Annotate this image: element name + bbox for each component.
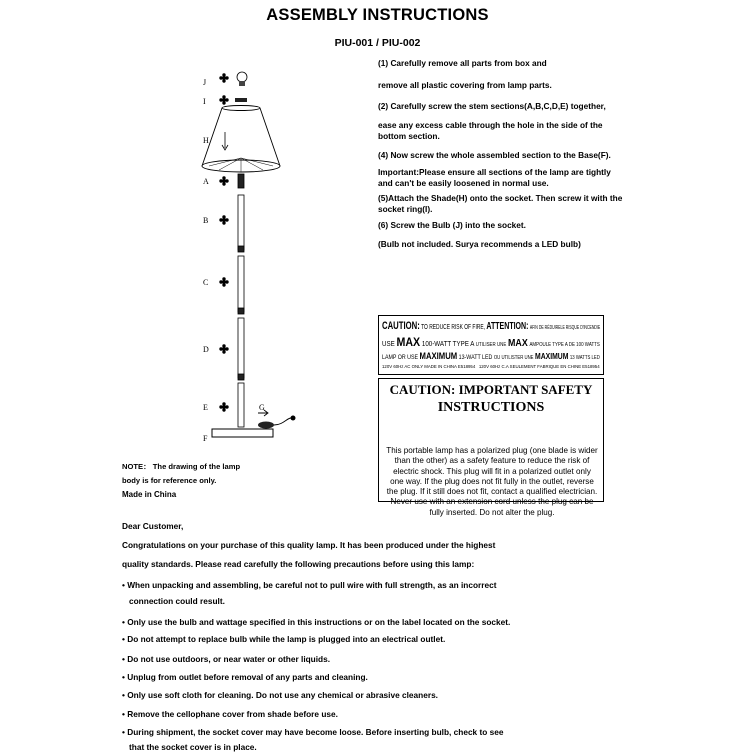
- part-label-a: A: [203, 177, 209, 186]
- part-label-f: F: [203, 434, 208, 443]
- bullet-3: • Do not attempt to replace bulb while the lamp is plugged into an electrical outlet.: [122, 634, 446, 644]
- drawing-note-line1: NOTE： The drawing of the lamp: [122, 462, 241, 471]
- maximum-word-fr: MAXIMUM: [535, 352, 569, 361]
- bulb-note: [378, 239, 638, 250]
- bullet-2: • Only use the bulb and wattage specified in this instructions or on the label located on the socket.: [122, 617, 511, 627]
- socket-ring-icon: [235, 98, 247, 102]
- greeting: Dear Customer,: [122, 521, 184, 531]
- bullet-2-text: Only use the bulb and wattage specified in this instructions or on the label located on the socket.: [127, 617, 511, 627]
- model-number: PIU-001 / PIU-002: [334, 37, 421, 49]
- bullet-1-text: When unpacking and assembling, be careful not to pull wire with full strength, as an incorrect: [127, 580, 497, 590]
- intro-line-2: quality standards. Please read carefully the following precautions before using this lamp:: [122, 559, 475, 569]
- step-2b: ease any excess cable through the hole in the side of the bottom section.: [378, 120, 603, 141]
- watt-100-text: 100-WATT TYPE A: [421, 341, 475, 348]
- bulb-note-text: (Bulb not included. Surya recommends a LED bulb): [378, 239, 581, 249]
- bullet-5: • Unplug from outlet before removal of any parts and cleaning.: [122, 672, 368, 682]
- step-1a: (1) Carefully remove all parts from box and: [378, 58, 547, 68]
- maximum-word: MAXIMUM: [419, 351, 458, 361]
- cord-switch-icon: [258, 410, 296, 429]
- bullet-3-text: Do not attempt to replace bulb while the lamp is plugged into an electrical outlet.: [127, 634, 446, 644]
- fine-print-fr: 120V 60Hz C.A SEULEMENT FABRIQUE EN CHINE E518954: [478, 364, 600, 369]
- bullet-1-cont: connection could result.: [129, 596, 225, 606]
- caution-label: [378, 315, 604, 375]
- bullet-6: • Only use soft cloth for cleaning. Do not use any chemical or abrasive cleaners.: [122, 690, 438, 700]
- watt-13-text: 13-WATT LED: [458, 354, 493, 361]
- bullet-5-text: Unplug from outlet before removal of any parts and cleaning.: [127, 672, 368, 682]
- step-5: (5)Attach the Shade(H) onto the socket. Then screw it with the socket ring(I).: [378, 193, 623, 214]
- part-label-g: G: [259, 403, 265, 412]
- shade-icon: [202, 106, 280, 173]
- safety-instructions-box: [378, 378, 604, 517]
- caution-text: TO REDUCE RISK OF FIRE,: [421, 324, 486, 331]
- ampoule-text: AMPOULE TYPE A DE 100 WATTS: [529, 342, 600, 348]
- caution-word: CAUTION:: [382, 320, 420, 332]
- attention-word: ATTENTION:: [486, 321, 529, 332]
- part-label-d: D: [203, 345, 209, 354]
- bullet-6-text: Only use soft cloth for cleaning. Do not use any chemical or abrasive cleaners.: [127, 690, 438, 700]
- page-title: ASSEMBLY INSTRUCTIONS: [266, 6, 489, 24]
- step-1b: remove all plastic covering from lamp parts.: [378, 80, 552, 90]
- important-note: Important:Please ensure all sections of the lamp are tightly and can't be easily loosened in normal use.: [378, 167, 611, 188]
- part-label-h: H: [203, 136, 209, 145]
- fine-print-en: 120V 60Hz AC ONLY MADE IN CHINA E518954: [382, 364, 476, 369]
- safety-heading-1: CAUTION: IMPORTANT SAFETY: [389, 382, 593, 397]
- bullet-8-cont: that the socket cover is in place.: [129, 742, 257, 752]
- base-icon: [212, 429, 273, 437]
- bullet-7: • Remove the cellophane cover from shade before use.: [122, 709, 338, 719]
- part-label-e: E: [203, 403, 208, 412]
- part-label-j: J: [203, 78, 207, 87]
- bullet-4-text: Do not use outdoors, or near water or other liquids.: [127, 654, 331, 664]
- made-in-label: Made in China: [122, 490, 177, 499]
- use-text: USE: [382, 341, 395, 348]
- watts-13-led-text: 13 WATTS LED: [569, 355, 600, 361]
- safety-heading-2: INSTRUCTIONS: [437, 400, 545, 415]
- bullet-4: • Do not use outdoors, or near water or other liquids.: [122, 654, 331, 664]
- max-word-fr: MAX: [508, 338, 528, 349]
- part-label-i: I: [203, 97, 206, 106]
- ou-utiliser-text: OU UTILISTER UNE: [493, 355, 534, 361]
- step-2a: (2) Carefully screw the stem sections(A,B,C,D,E) together,: [378, 101, 606, 111]
- lamp-or-use-text: LAMP OR USE: [382, 354, 419, 361]
- bullet-8-text: During shipment, the socket cover may have become loose. Before inserting bulb, check to see: [127, 727, 504, 737]
- bullet-7-text: Remove the cellophane cover from shade before use.: [127, 709, 338, 719]
- part-label-b: B: [203, 216, 209, 225]
- intro-line-1: Congratulations on your purchase of this quality lamp. It has been produced under the highest: [122, 540, 496, 550]
- drawing-note-line2: body is for reference only.: [122, 476, 217, 485]
- utiliser-text: UTILISER UNE: [475, 342, 507, 348]
- step-4: (4) Now screw the whole assembled section to the Base(F).: [378, 150, 611, 160]
- stem-sections: [238, 174, 244, 427]
- bullet-1: • When unpacking and assembling, be careful not to pull wire with full strength, as an incorrect: [122, 580, 497, 590]
- part-label-c: C: [203, 278, 209, 287]
- max-word: MAX: [396, 335, 421, 349]
- attention-text: AFIN DE RÉDUIRELE RISQUE D'INCENDIE: [529, 325, 601, 331]
- bullet-8: • During shipment, the socket cover may have become loose. Before inserting bulb, check to see: [122, 727, 504, 737]
- step-6: (6) Screw the Bulb (J) into the socket.: [378, 220, 526, 230]
- lamp-exploded-diagram: [195, 70, 310, 450]
- safety-text: This portable lamp has a polarized plug (one blade is wider than the other) as a safety feature to reduce the risk of electric shock. This plug will fit in a polarized outlet only one way. If the plug does not fit fully in the outlet, reverse the plug. If it still does not fit, contact a qualified electrician. Never use with an extension cord unless the plug can be fully inserted. Do not alter the plug.: [386, 446, 598, 517]
- bulb-icon: [237, 72, 247, 86]
